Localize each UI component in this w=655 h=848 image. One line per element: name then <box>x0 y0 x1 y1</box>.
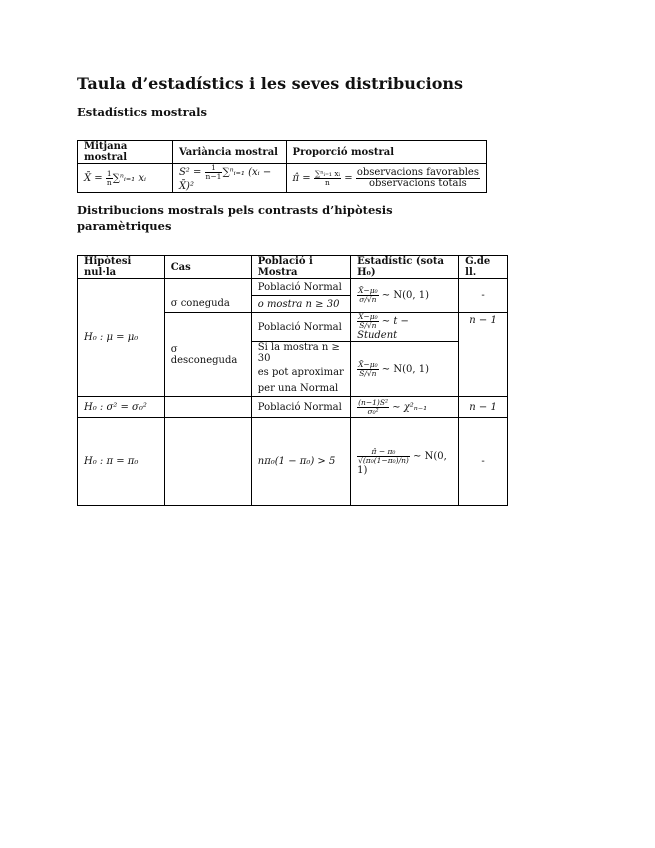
population-normal-2: Població Normal <box>251 313 350 342</box>
population-approx-line3: per una Normal <box>251 380 350 397</box>
cell-sample-proportion: π̂ = $\frac{\text{∑ⁿᵢ₌₁ xᵢ}}{n}$ = $\frac{\text{observacions favorables}}{\text{observacions totals}}$ <box>286 164 486 193</box>
population-or-sample: o mostra n ≥ 30 <box>251 296 350 313</box>
population-approx-line2: es pot aproximar <box>251 364 350 380</box>
statistic-proportion: $\frac{\text{π̂ − π₀}}{\text{√(π₀(1−π₀)/n)}}$ ∼ N(0, 1) <box>351 418 459 506</box>
population-approx-line1: Si la mostra n ≥ 30 <box>251 342 350 365</box>
dof-proportion: - <box>459 418 508 506</box>
header-case: Cas <box>164 256 251 279</box>
section-title-sampling-distributions: Distribucions mostrals pels contrasts d’hipòtesis paramètriques <box>77 203 393 233</box>
header-population-sample: Població i Mostra <box>251 256 350 279</box>
statistic-t-student: $\frac{\text{X̄−μ₀}}{S/√n}$ ∼ t − Student <box>351 313 459 342</box>
cell-sample-variance: S² = $\frac{1}{n-1}$ ∑ⁿᵢ₌₁ (xᵢ − X̄)² <box>172 164 286 193</box>
header-sample-variance: Variància mostral <box>172 141 286 164</box>
dof-known-sigma: - <box>459 279 508 313</box>
header-sample-mean: Mitjana mostral <box>78 141 173 164</box>
header-sample-proportion: Proporció mostral <box>286 141 486 164</box>
dof-t-student: n − 1 <box>459 313 508 397</box>
statistic-known-sigma: $\frac{\text{X̄−μ₀}}{\sigma/√n}$ ∼ N(0, 1) <box>351 279 459 313</box>
hypothesis-proportion: H₀ : π = π₀ <box>78 418 165 506</box>
case-sigma-unknown: σ desconeguda <box>164 313 251 397</box>
statistic-approx-normal: $\frac{\text{X̄−μ₀}}{S/√n}$ ∼ N(0, 1) <box>351 342 459 397</box>
population-normal-3: Població Normal <box>251 397 350 418</box>
header-degrees-freedom: G.de ll. <box>459 256 508 279</box>
hypothesis-variance: H₀ : σ² = σ₀² <box>78 397 165 418</box>
sample-statistics-table <box>77 140 487 193</box>
population-normal-1: Població Normal <box>251 279 350 296</box>
statistic-chi-square: $\frac{\text{(n−1)S²}}{\text{σ₀²}}$ ∼ χ²ₙ₋₁ <box>351 397 459 418</box>
section-title-sample-statistics: Estadístics mostrals <box>77 105 208 119</box>
sampling-distributions-table <box>77 255 508 506</box>
dof-chi-square: n − 1 <box>459 397 508 418</box>
header-null-hypothesis: Hipòtesi nul·la <box>78 256 165 279</box>
population-proportion-condition: nπ₀(1 − π₀) > 5 <box>251 418 350 506</box>
cell-sample-mean: X̄ = $\frac{1}{n}$ ∑ⁿᵢ₌₁ xᵢ <box>78 164 173 193</box>
page-title: Taula d’estadístics i les seves distribucions <box>77 74 464 93</box>
header-statistic: Estadístic (sota H₀) <box>351 256 459 279</box>
hypothesis-mean: H₀ : μ = μ₀ <box>78 279 165 397</box>
case-sigma-known: σ coneguda <box>164 296 251 313</box>
